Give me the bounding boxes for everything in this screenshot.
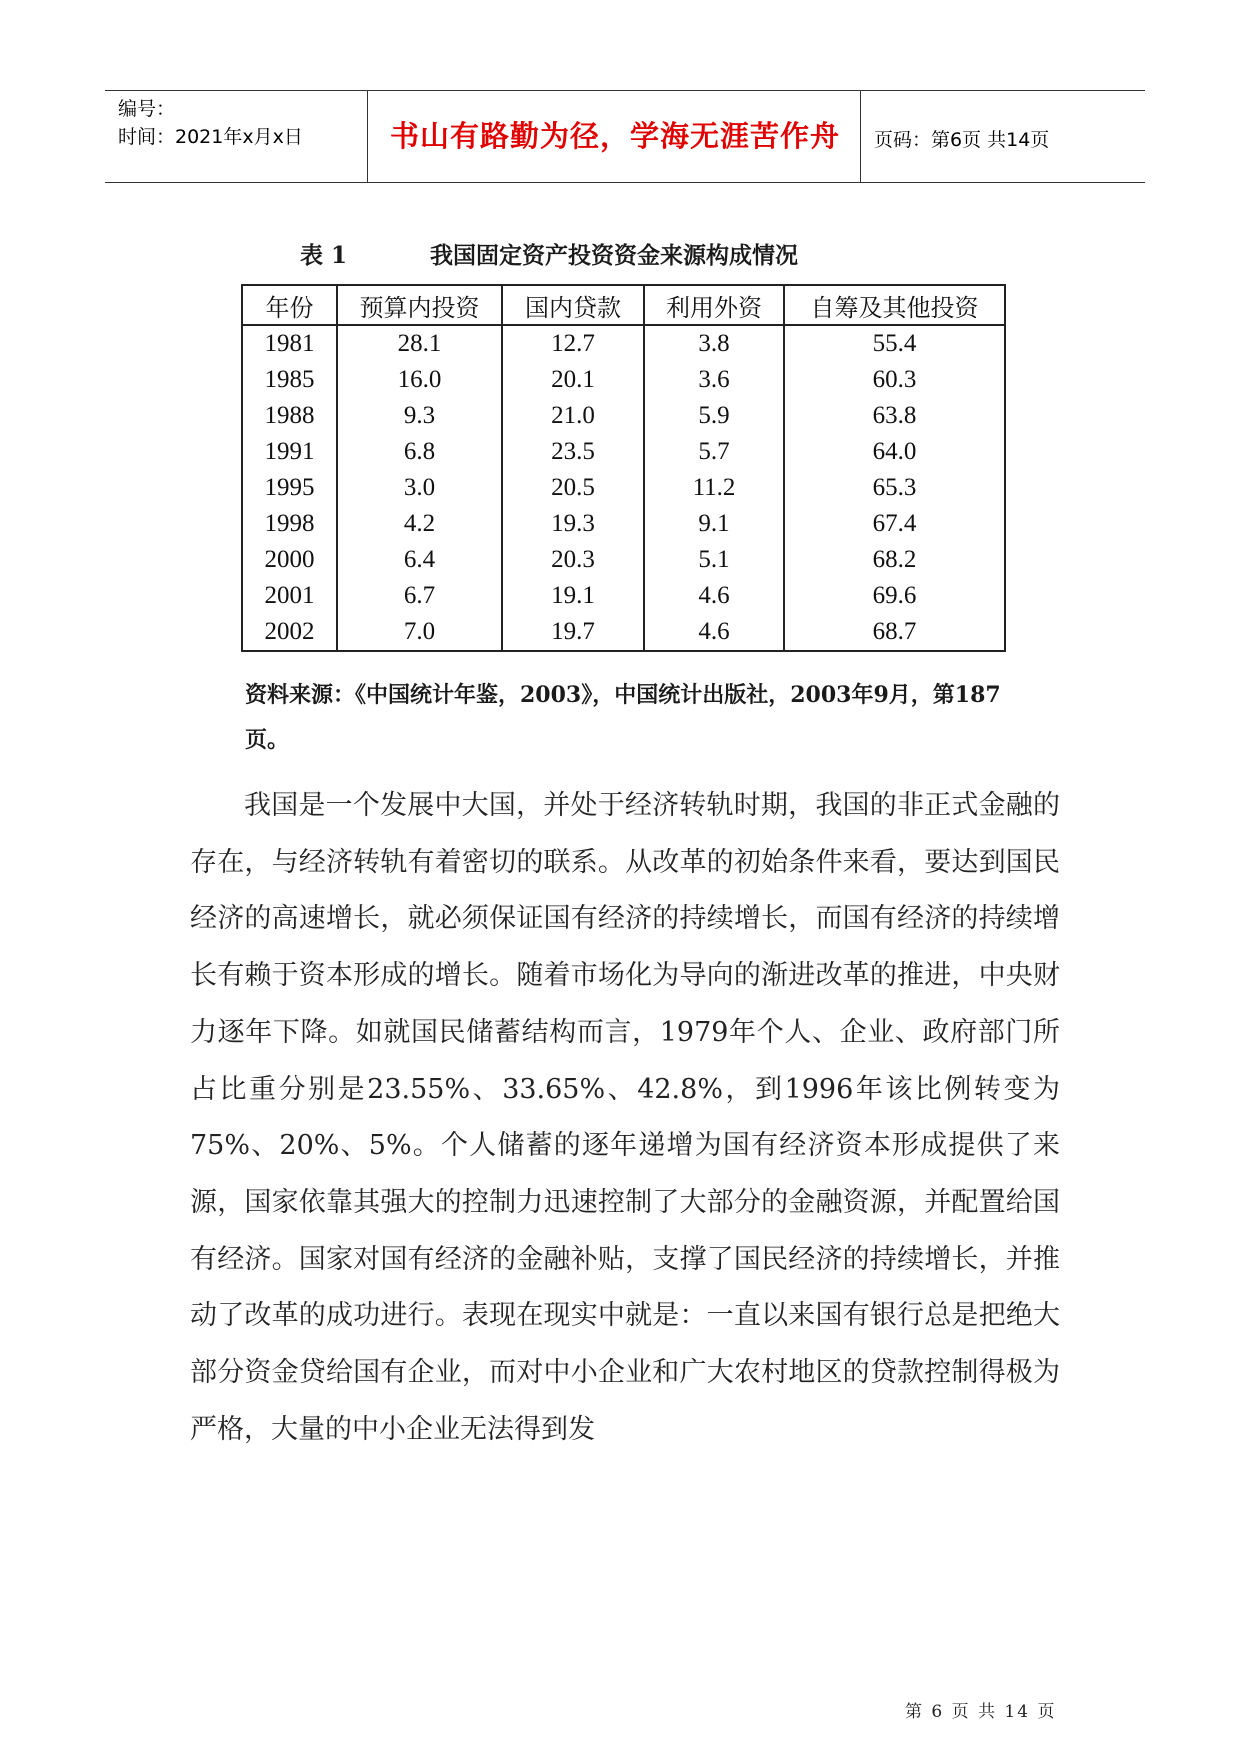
cell: 5.1 bbox=[644, 542, 784, 578]
table-row bbox=[242, 398, 1005, 434]
cell: 6.8 bbox=[337, 434, 502, 470]
cell: 55.4 bbox=[784, 325, 1005, 362]
cell: 20.1 bbox=[502, 362, 644, 398]
table-title: 我国固定资产投资资金来源构成情况 bbox=[430, 242, 798, 269]
cell: 1998 bbox=[242, 506, 337, 542]
cell: 23.5 bbox=[502, 434, 644, 470]
cell: 64.0 bbox=[784, 434, 1005, 470]
cell: 63.8 bbox=[784, 398, 1005, 434]
cell: 19.1 bbox=[502, 578, 644, 614]
header-date: 时间：2021年x月x日 bbox=[118, 126, 303, 148]
cell: 2002 bbox=[242, 614, 337, 651]
cell: 1991 bbox=[242, 434, 337, 470]
cell: 3.8 bbox=[644, 325, 784, 362]
header-meta bbox=[118, 95, 303, 151]
cell: 4.6 bbox=[644, 614, 784, 651]
cell: 11.2 bbox=[644, 470, 784, 506]
cell: 20.5 bbox=[502, 470, 644, 506]
cell: 9.1 bbox=[644, 506, 784, 542]
header-number: 编号： bbox=[118, 98, 176, 120]
cell: 6.4 bbox=[337, 542, 502, 578]
cell: 68.2 bbox=[784, 542, 1005, 578]
cell: 2001 bbox=[242, 578, 337, 614]
table-row bbox=[242, 614, 1005, 651]
cell: 3.0 bbox=[337, 470, 502, 506]
cell: 1988 bbox=[242, 398, 337, 434]
footer-page-number: 第 6 页 共 14 页 bbox=[905, 1702, 1057, 1722]
table-row bbox=[242, 325, 1005, 362]
cell: 16.0 bbox=[337, 362, 502, 398]
cell: 4.6 bbox=[644, 578, 784, 614]
table-row bbox=[242, 506, 1005, 542]
col-header-domestic-loans: 国内贷款 bbox=[502, 285, 644, 325]
cell: 2000 bbox=[242, 542, 337, 578]
cell: 65.3 bbox=[784, 470, 1005, 506]
table-row bbox=[242, 362, 1005, 398]
cell: 60.3 bbox=[784, 362, 1005, 398]
cell: 19.7 bbox=[502, 614, 644, 651]
header-divider-left bbox=[367, 90, 368, 183]
cell: 5.7 bbox=[644, 434, 784, 470]
cell: 12.7 bbox=[502, 325, 644, 362]
col-header-year: 年份 bbox=[242, 285, 337, 325]
table-header-row bbox=[242, 285, 1005, 325]
cell: 6.7 bbox=[337, 578, 502, 614]
cell: 7.0 bbox=[337, 614, 502, 651]
cell: 28.1 bbox=[337, 325, 502, 362]
cell: 69.6 bbox=[784, 578, 1005, 614]
header-page-number: 页码：第6页 共14页 bbox=[874, 129, 1050, 151]
cell: 5.9 bbox=[644, 398, 784, 434]
col-header-self-raised: 自筹及其他投资 bbox=[784, 285, 1005, 325]
table-number: 表 1 bbox=[300, 242, 348, 269]
table-caption bbox=[300, 237, 798, 270]
cell: 4.2 bbox=[337, 506, 502, 542]
body-paragraph: 我国是一个发展中大国，并处于经济转轨时期，我国的非正式金融的存在，与经济转轨有着密切的联系。从改革的初始条件来看，要达到国民经济的高速增长，就必须保证国有经济的持续增长，而国有经济的持续增长有赖于资本形成的增长。随着市场化为导向的渐进改革的推进，中央财力逐年下降。如就国民储蓄结构而言，1979年个人、企业、政府部门所占比重分别是23.55%、33.65%、42.8%，到1996年该比例转变为75%、20%、5%。个人储蓄的逐年递增为国有经济资本形成提供了来源，国家依靠其强大的控制力迅速控制了大部分的金融资源，并配置给国有经济。国家对国有经济的金融补贴，支撑了国民经济的持续增长，并推动了改革的成功进行。表现在现实中就是：一直以来国有银行总是把绝大部分资金贷给国有企业，而对中小企业和广大农村地区的贷款控制得极为严格，大量的中小企业无法得到发 bbox=[190, 790, 1060, 1445]
header-bottom-rule bbox=[105, 182, 1145, 183]
col-header-foreign-capital: 利用外资 bbox=[644, 285, 784, 325]
cell: 9.3 bbox=[337, 398, 502, 434]
cell: 20.3 bbox=[502, 542, 644, 578]
col-header-budget: 预算内投资 bbox=[337, 285, 502, 325]
header-top-rule bbox=[105, 90, 1145, 91]
cell: 1995 bbox=[242, 470, 337, 506]
header-motto: 书山有路勤为径，学海无涯苦作舟 bbox=[389, 119, 840, 153]
table-row bbox=[242, 470, 1005, 506]
cell: 1985 bbox=[242, 362, 337, 398]
table-source-note: 资料来源：《中国统计年鉴，2003》，中国统计出版社，2003年9月，第187页。 bbox=[245, 682, 1001, 753]
investment-source-table bbox=[241, 284, 1006, 652]
cell: 21.0 bbox=[502, 398, 644, 434]
cell: 67.4 bbox=[784, 506, 1005, 542]
header-divider-right bbox=[860, 90, 861, 183]
cell: 19.3 bbox=[502, 506, 644, 542]
cell: 1981 bbox=[242, 325, 337, 362]
cell: 3.6 bbox=[644, 362, 784, 398]
table-row bbox=[242, 434, 1005, 470]
table-row bbox=[242, 578, 1005, 614]
table-row bbox=[242, 542, 1005, 578]
cell: 68.7 bbox=[784, 614, 1005, 651]
